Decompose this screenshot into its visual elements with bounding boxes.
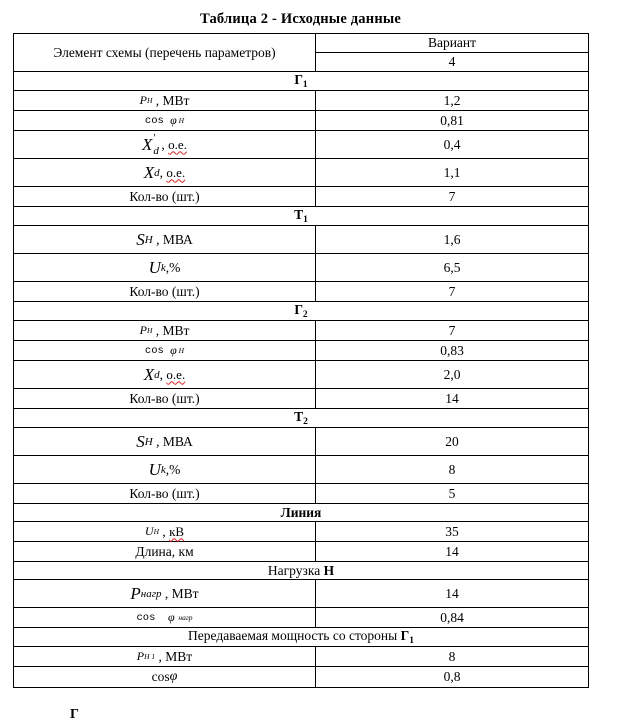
- label-segment: Г: [400, 628, 410, 643]
- parameter-value-cell[interactable]: 14: [445, 390, 459, 406]
- parameter-label-cell[interactable]: [14, 131, 316, 158]
- label-segment: φ: [170, 343, 177, 357]
- parameter-value-cell[interactable]: 6,5: [443, 259, 461, 275]
- section-label-cell[interactable]: [294, 302, 307, 320]
- section-label-cell[interactable]: [294, 207, 308, 225]
- parameter-row: [14, 647, 588, 667]
- label-segment: Кол-во (шт.): [129, 283, 200, 299]
- parameter-value-cell[interactable]: 1,6: [443, 231, 461, 247]
- parameter-value-cell[interactable]: 2,0: [443, 366, 461, 382]
- label-segment: Кол-во (шт.): [129, 485, 200, 501]
- parameter-label-cell[interactable]: [14, 647, 316, 666]
- parameter-row: [14, 484, 588, 504]
- label-segment: Н: [323, 562, 335, 578]
- next-line-text-fragment: Г: [70, 707, 79, 722]
- label-segment: H: [144, 435, 153, 448]
- section-label-cell[interactable]: [188, 628, 414, 646]
- label-segment: Кол-во (шт.): [129, 390, 200, 406]
- section-label-cell[interactable]: [294, 409, 308, 427]
- parameter-label-cell[interactable]: [14, 484, 316, 503]
- label-segment: X: [143, 163, 155, 182]
- label-segment: P: [139, 323, 147, 337]
- label-segment: Г: [294, 72, 303, 87]
- section-header-row: [14, 562, 588, 580]
- parameter-label-cell[interactable]: [14, 389, 316, 408]
- parameter-label-cell[interactable]: [14, 580, 316, 607]
- label-segment: H: [144, 233, 153, 246]
- label-segment: d: [154, 166, 160, 179]
- parameter-label-cell[interactable]: [14, 667, 316, 687]
- label-segment: cos: [144, 344, 171, 357]
- parameter-row: [14, 159, 588, 187]
- label-segment: Н 1: [144, 652, 156, 661]
- section-header-row: [14, 504, 588, 522]
- label-segment: Н: [146, 326, 153, 335]
- label-segment: U: [148, 460, 161, 479]
- parameter-row: [14, 608, 588, 628]
- label-segment: , МВт: [152, 92, 190, 108]
- table-header: [14, 34, 588, 72]
- table-rows: [14, 72, 588, 687]
- parameter-value-cell[interactable]: 8: [448, 648, 456, 664]
- label-segment: X: [143, 365, 155, 384]
- label-segment: 2: [303, 417, 308, 427]
- label-segment: Линия: [280, 504, 322, 520]
- parameter-label-cell[interactable]: [14, 542, 316, 561]
- section-header-row: [14, 207, 588, 226]
- label-segment: ,%: [165, 259, 181, 275]
- spellcheck-underlined-text: о.е.: [166, 164, 186, 180]
- label-segment: ,: [158, 523, 170, 539]
- label-segment: cos: [136, 611, 168, 624]
- label-segment: d: [154, 368, 160, 381]
- table-caption[interactable]: Таблица 2 - Исходные данные: [199, 11, 402, 27]
- label-segment: Г: [294, 302, 303, 317]
- parameter-label-cell[interactable]: [14, 341, 316, 360]
- label-segment: φ: [169, 669, 178, 684]
- label-segment: S: [136, 432, 145, 451]
- label-segment: , МВт: [152, 322, 190, 338]
- parameter-value-cell[interactable]: 20: [445, 433, 459, 449]
- parameter-row: [14, 254, 588, 282]
- parameter-value-cell[interactable]: 0,83: [440, 342, 464, 358]
- label-segment: P: [136, 649, 145, 663]
- parameter-label-cell[interactable]: [14, 226, 316, 253]
- parameter-row: [14, 428, 588, 456]
- header-left-cell[interactable]: Элемент схемы (перечень параметров): [14, 34, 316, 71]
- label-segment: Н: [146, 96, 153, 105]
- label-segment: Т: [294, 409, 304, 424]
- parameter-label-cell[interactable]: [14, 522, 316, 541]
- parameter-label-cell[interactable]: [14, 361, 316, 388]
- parameter-value-cell[interactable]: 0,84: [440, 609, 464, 625]
- parameter-row: [14, 361, 588, 389]
- parameter-label-cell[interactable]: [14, 608, 316, 627]
- label-segment: ,: [159, 366, 167, 382]
- parameter-row: [14, 111, 588, 131]
- spellcheck-underlined-text: о.е.: [168, 136, 187, 152]
- label-segment: k: [160, 463, 166, 476]
- parameter-row: [14, 580, 588, 608]
- label-segment: нагр: [174, 613, 193, 622]
- section-header-row: [14, 302, 588, 321]
- label-segment: Н: [176, 116, 185, 125]
- parameter-row: [14, 456, 588, 484]
- parameter-row: [14, 131, 588, 159]
- parameter-value-cell[interactable]: 35: [445, 523, 459, 539]
- label-segment: ,: [159, 164, 167, 180]
- label-segment: φ: [167, 610, 175, 624]
- label-segment: ,: [161, 136, 169, 152]
- parameter-value-cell[interactable]: 8: [448, 461, 456, 477]
- label-segment: cos: [144, 114, 171, 127]
- label-segment: , МВА: [152, 433, 193, 449]
- data-table: [13, 33, 589, 688]
- label-segment: Длина, км: [135, 543, 194, 559]
- label-segment: Кол-во (шт.): [129, 188, 200, 204]
- parameter-row: [14, 282, 588, 302]
- parameter-label-cell[interactable]: [14, 428, 316, 455]
- parameter-value-cell[interactable]: 0,8: [443, 669, 461, 684]
- parameter-value-cell[interactable]: 7: [448, 283, 456, 299]
- prime-subscript-stack: ′ d: [153, 131, 159, 157]
- label-segment: 2: [302, 310, 308, 320]
- parameter-value-cell[interactable]: 0,4: [443, 136, 461, 152]
- parameter-value-cell[interactable]: 1,2: [443, 92, 461, 108]
- parameter-row: [14, 226, 588, 254]
- spellcheck-underlined-text: кВ: [169, 523, 185, 539]
- label-segment: 1: [409, 636, 414, 646]
- label-segment: , МВт: [161, 585, 199, 601]
- parameter-row: [14, 667, 588, 687]
- parameter-value-cell[interactable]: 0,81: [440, 112, 464, 128]
- label-segment: S: [136, 230, 145, 249]
- spellcheck-underlined-text: о.е.: [166, 366, 186, 382]
- label-segment: , МВА: [152, 231, 193, 247]
- parameter-row: [14, 187, 588, 207]
- label-segment: k: [160, 261, 166, 274]
- parameter-label-cell[interactable]: [14, 254, 316, 281]
- section-label-cell[interactable]: [281, 505, 322, 521]
- parameter-row: [14, 542, 588, 562]
- parameter-value-cell[interactable]: 7: [448, 322, 456, 338]
- label-segment: Передаваемая мощность со стороны: [188, 628, 401, 643]
- label-segment: U: [144, 524, 154, 538]
- parameter-row: [14, 321, 588, 341]
- label-segment: , МВт: [155, 648, 193, 664]
- parameter-value-cell[interactable]: 1,1: [443, 164, 461, 180]
- parameter-value-cell[interactable]: 14: [445, 543, 459, 559]
- parameter-row: [14, 522, 588, 542]
- label-segment: Н: [176, 346, 185, 355]
- parameter-row: [14, 389, 588, 409]
- label-segment: X: [142, 135, 153, 154]
- parameter-label-cell[interactable]: [14, 159, 316, 186]
- label-segment: Т: [294, 207, 304, 222]
- section-header-row: [14, 409, 588, 428]
- label-segment: Нагрузка: [267, 562, 324, 578]
- parameter-value-cell[interactable]: 7: [448, 188, 456, 204]
- label-segment: φ: [170, 113, 177, 127]
- label-segment: P: [130, 584, 141, 603]
- section-label-cell[interactable]: [294, 72, 307, 90]
- parameter-label-cell[interactable]: [14, 91, 316, 110]
- label-segment: Н: [153, 527, 159, 536]
- label-segment: P: [139, 93, 147, 107]
- header-variant-value-cell[interactable]: 4: [448, 54, 456, 69]
- parameter-label-cell[interactable]: [14, 456, 316, 483]
- parameter-label-cell[interactable]: [14, 187, 316, 206]
- header-variant-cell[interactable]: Вариант: [316, 34, 588, 53]
- label-segment: 1: [302, 80, 308, 90]
- section-label-cell[interactable]: [268, 563, 334, 579]
- label-segment: ,%: [165, 461, 181, 477]
- section-header-row: [14, 628, 588, 647]
- label-segment: 1: [303, 215, 308, 225]
- section-header-row: [14, 72, 588, 91]
- parameter-label-cell[interactable]: [14, 321, 316, 340]
- label-segment: U: [148, 258, 161, 277]
- parameter-label-cell[interactable]: [14, 282, 316, 301]
- parameter-row: [14, 91, 588, 111]
- header-right-column: [316, 34, 588, 71]
- label-segment: нагр: [140, 587, 162, 600]
- label-segment: cos: [151, 669, 170, 684]
- parameter-label-cell[interactable]: [14, 111, 316, 130]
- parameter-row: [14, 341, 588, 361]
- parameter-value-cell[interactable]: 14: [445, 585, 459, 601]
- parameter-value-cell[interactable]: 5: [448, 485, 456, 501]
